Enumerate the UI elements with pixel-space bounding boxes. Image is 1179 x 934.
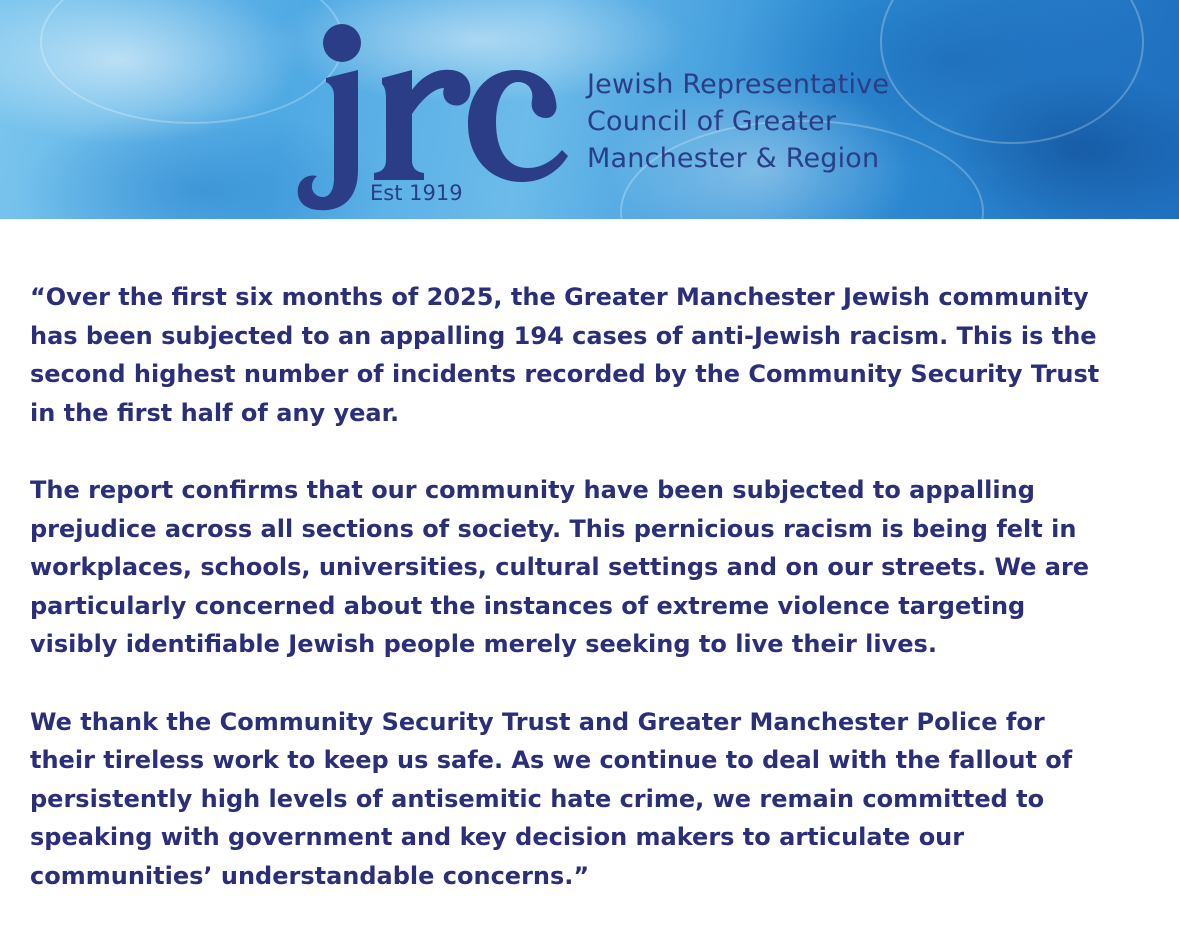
statement-line: workplaces, schools, universities, cultural settings and on our streets. We are [30,553,1090,582]
statement-line: prejudice across all sections of society. This pernicious racism is being felt in [30,514,1077,543]
organization-name-line: Jewish Representative [587,69,890,100]
statement-line: We thank the Community Security Trust and Greater Manchester Police for [30,707,1045,736]
statement-line: has been subjected to an appalling 194 cases of anti-Jewish racism. This is the [30,321,1097,350]
statement-line: in the first half of any year. [30,398,400,427]
statement-line: persistently high levels of antisemitic hate crime, we remain committed to [30,784,1045,813]
statement-paragraph [30,703,1160,896]
statement-line: particularly concerned about the instances of extreme violence targeting [30,591,1026,620]
organization-name-line: Council of Greater [587,106,837,137]
statement-line: communities’ understandable concerns.” [30,861,590,890]
organization-name [587,66,889,177]
statement-paragraph [30,471,1160,664]
statement-line: The report confirms that our community have been subjected to appalling [30,475,1035,504]
statement-line: “Over the first six months of 2025, the Greater Manchester Jewish community [30,283,1089,311]
banner-swirl [880,0,1144,144]
statement-line: their tireless work to keep us safe. As we continue to deal with the fallout of [30,746,1073,775]
statement-paragraph [30,278,1160,432]
organization-name-line: Manchester & Region [587,143,880,174]
statement-line: speaking with government and key decision makers to articulate our [30,823,965,852]
statement-line: visibly identifiable Jewish people merely seeking to live their lives. [30,630,937,659]
established-year: Est 1919 [370,181,463,205]
press-statement [30,278,1160,934]
header-banner [0,0,1179,219]
statement-line: second highest number of incidents recorded by the Community Security Trust [30,360,1100,389]
